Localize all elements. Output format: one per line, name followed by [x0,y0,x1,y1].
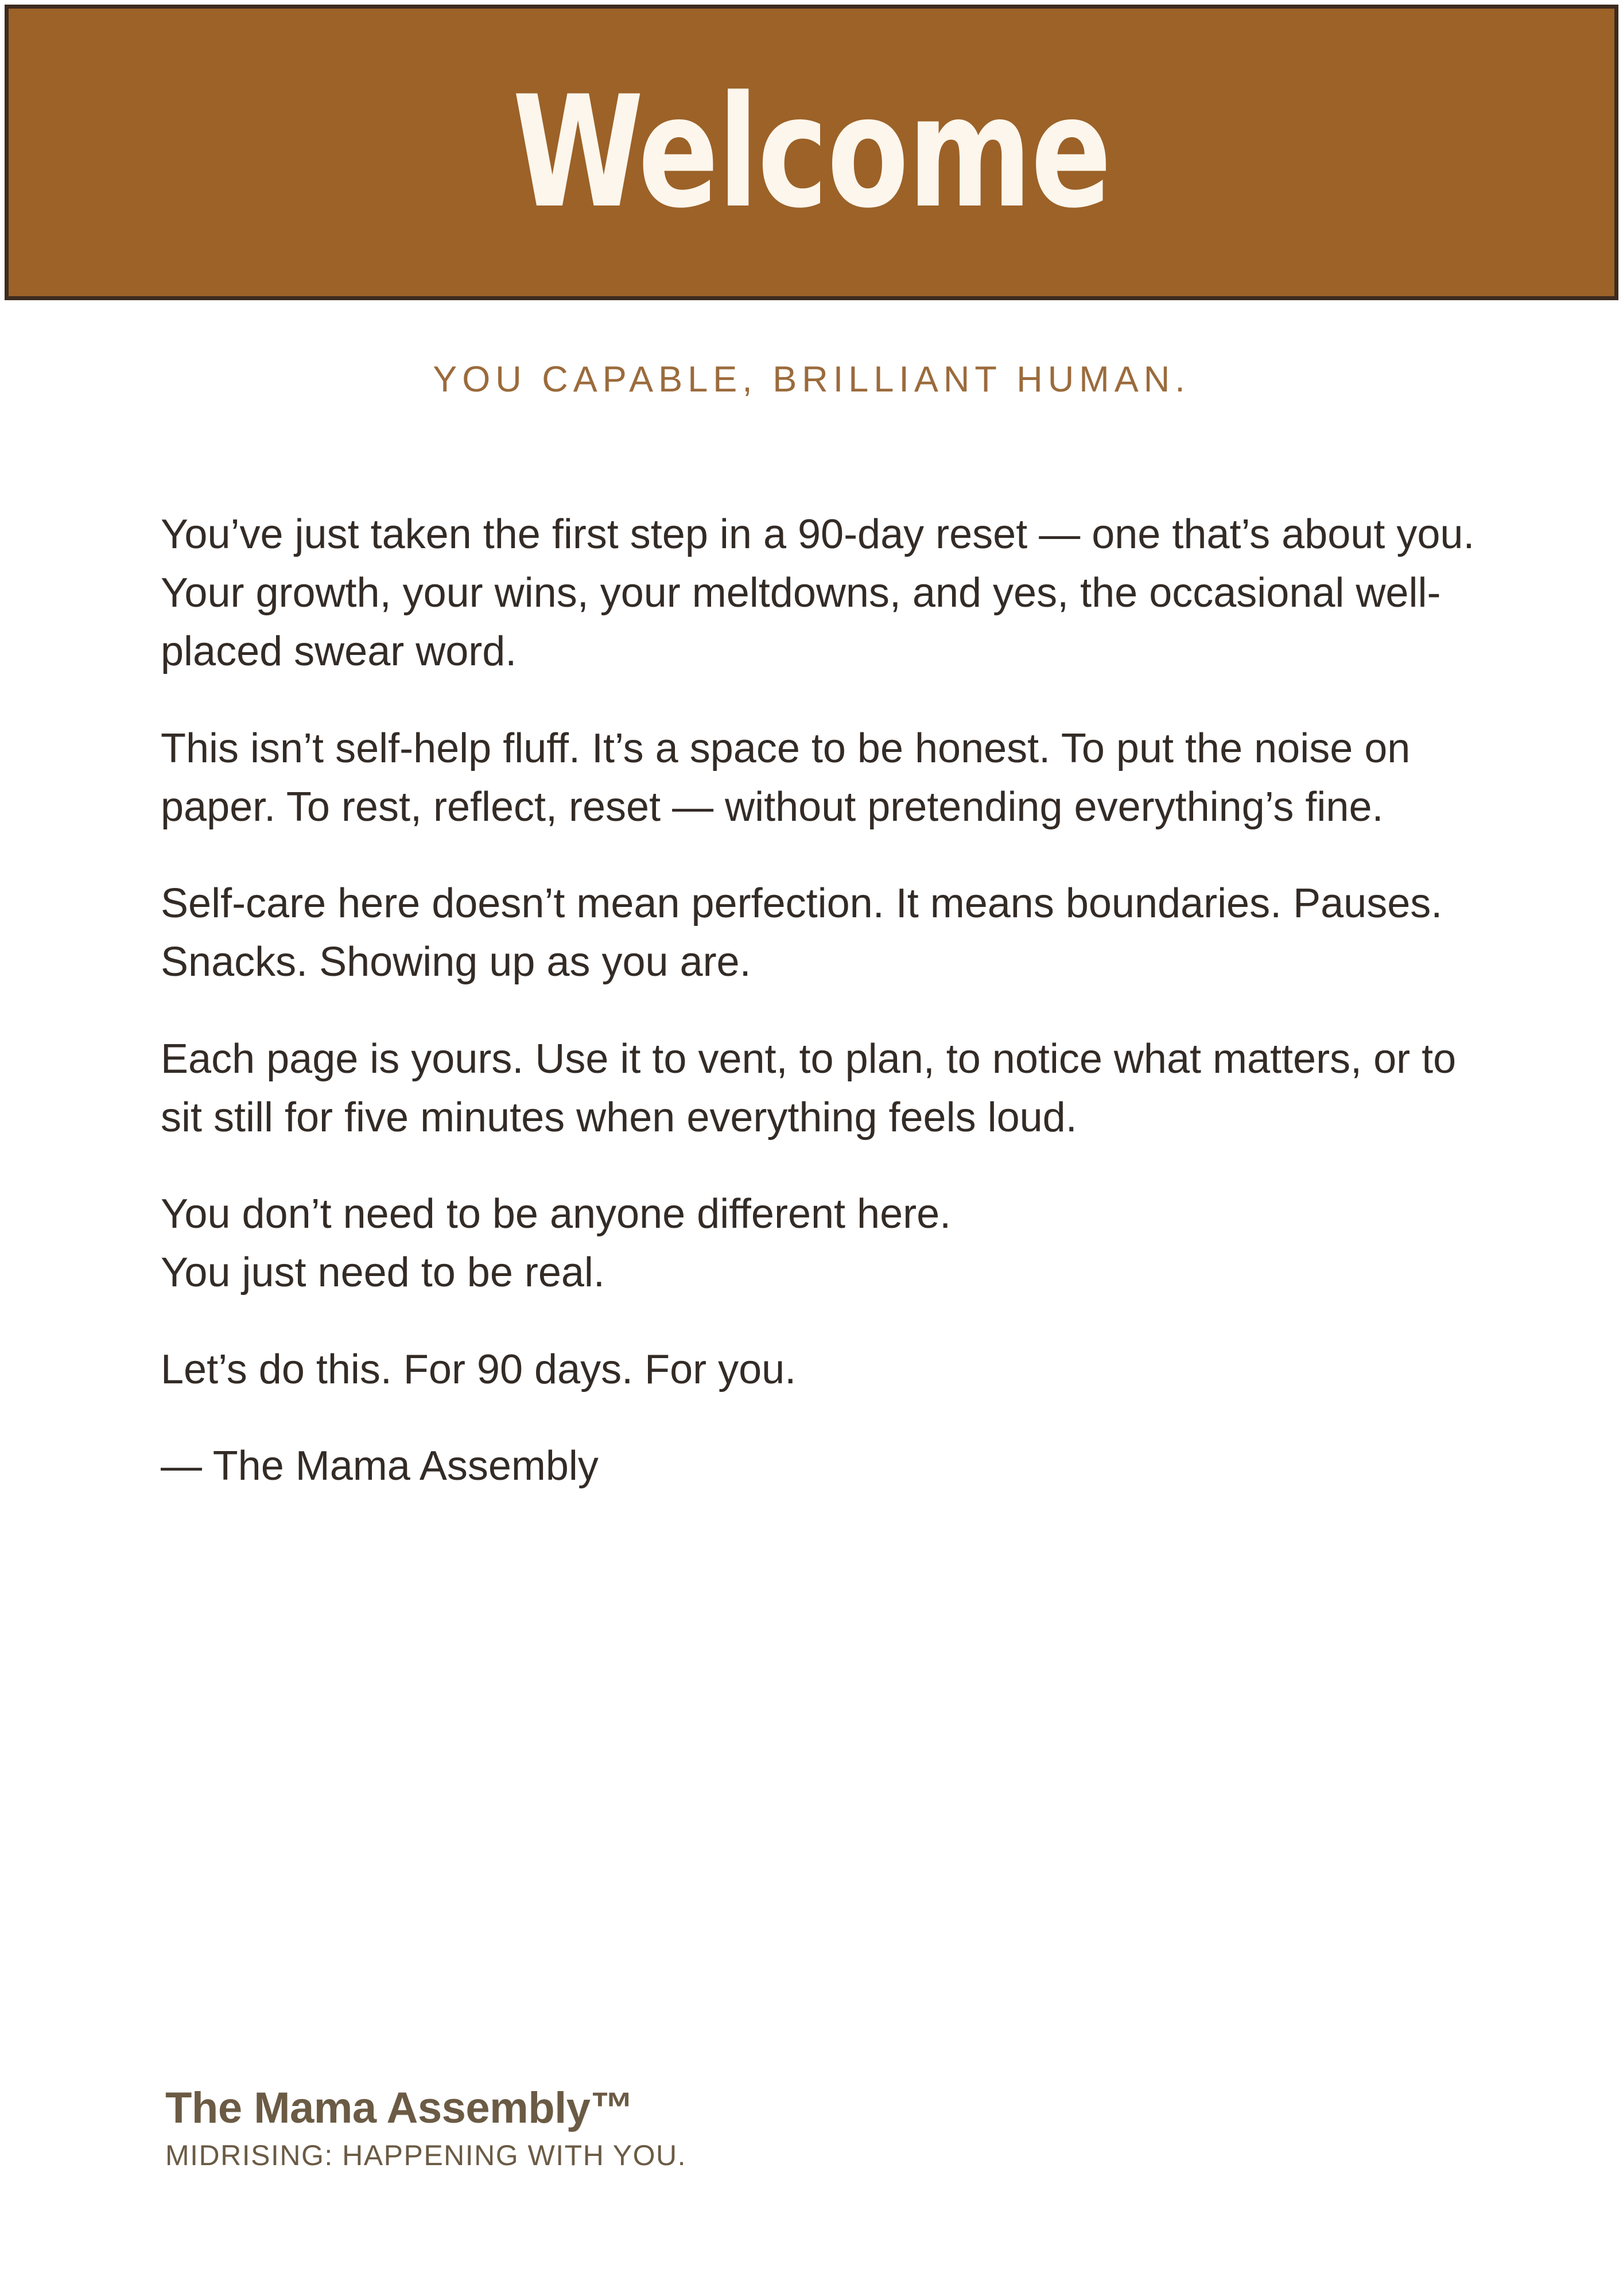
header-banner [5,5,1618,300]
paragraph-intro: You’ve just taken the first step in a 90-day reset — one that’s about you. Your growth, your wins, your meltdowns, and yes, the occasional well-placed swear word. [161,511,1475,675]
paragraph-self-care: Self-care here doesn’t mean perfection. It means boundaries. Pauses. Snacks. Showing up as you are. [161,881,1443,986]
closing-line-one: You don’t need to be anyone different here. [161,1191,952,1238]
paragraph-be-real [161,1185,1475,1302]
paragraph-lets-do-this: Let’s do this. For 90 days. For you. [161,1346,797,1393]
page-footer [165,2084,1313,2173]
closing-line-two: You just need to be real. [161,1250,605,1296]
body-copy [161,505,1475,1495]
footer-brand-name: The Mama Assembly™ [165,2084,634,2132]
signature: — The Mama Assembly [161,1442,599,1489]
paragraph-each-page: Each page is yours. Use it to vent, to plan, to notice what matters, or to sit still for five minutes when everything feels loud. [161,1035,1457,1141]
paragraph-not-fluff: This isn’t self-help fluff. It’s a space to be honest. To put the noise on paper. To rest, reflect, reset — without pretending everything’s fine. [161,725,1411,830]
page-subtitle: YOU CAPABLE, BRILLIANT HUMAN. [433,359,1190,400]
footer-tagline: MIDRISING: HAPPENING WITH YOU. [165,2139,687,2172]
page-title: Welcome [512,63,1111,242]
